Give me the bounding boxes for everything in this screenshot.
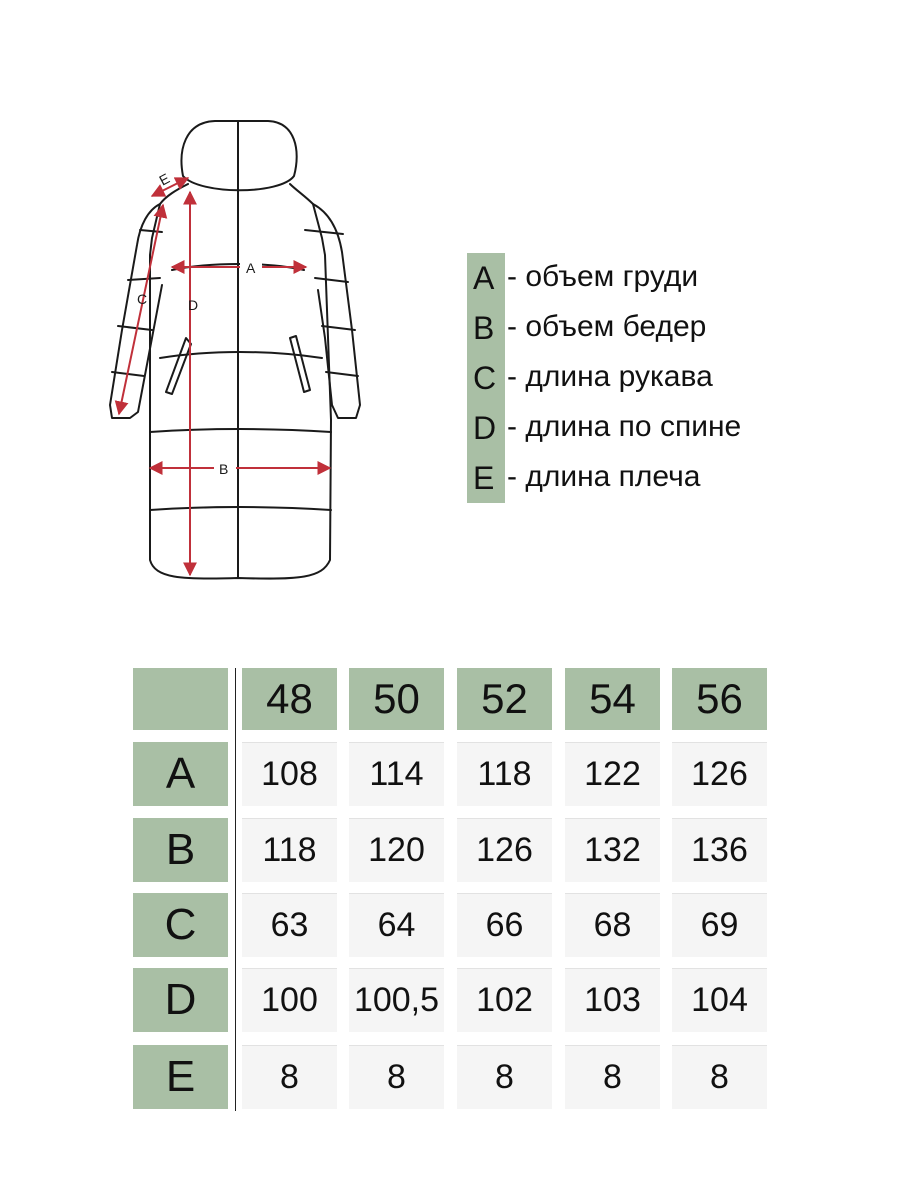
legend-key-a: A	[467, 253, 505, 303]
legend-key-b: B	[467, 303, 505, 353]
table-cell: 8	[349, 1045, 444, 1109]
row-key-a: A	[133, 742, 228, 806]
size-header-54: 54	[565, 668, 660, 730]
size-header-52: 52	[457, 668, 552, 730]
table-cell: 102	[457, 968, 552, 1032]
row-key-e: E	[133, 1045, 228, 1109]
diagram-label-c: C	[137, 291, 148, 307]
diagram-label-b: B	[219, 461, 229, 477]
row-key-c: C	[133, 893, 228, 957]
row-key-b: B	[133, 818, 228, 882]
table-cell: 120	[349, 818, 444, 882]
table-cell: 118	[242, 818, 337, 882]
table-divider	[235, 668, 236, 1111]
legend-key-e: E	[467, 453, 505, 503]
table-cell: 68	[565, 893, 660, 957]
table-cell: 132	[565, 818, 660, 882]
legend-label-c: - длина рукава	[507, 360, 713, 393]
table-cell: 103	[565, 968, 660, 1032]
table-cell: 69	[672, 893, 767, 957]
table-cell: 126	[457, 818, 552, 882]
size-header-50: 50	[349, 668, 444, 730]
legend-key-d: D	[467, 403, 505, 453]
table-cell: 8	[242, 1045, 337, 1109]
table-cell: 114	[349, 742, 444, 806]
table-cell: 136	[672, 818, 767, 882]
legend-key-c: C	[467, 353, 505, 403]
legend-label-b: - объем бедер	[507, 310, 707, 343]
size-header-56: 56	[672, 668, 767, 730]
table-cell: 8	[565, 1045, 660, 1109]
diagram-label-a: A	[246, 260, 256, 276]
table-cell: 108	[242, 742, 337, 806]
size-header-48: 48	[242, 668, 337, 730]
legend-label-d: - длина по спине	[507, 410, 742, 443]
table-cell: 64	[349, 893, 444, 957]
table-cell: 126	[672, 742, 767, 806]
table-cell: 100,5	[349, 968, 444, 1032]
row-key-d: D	[133, 968, 228, 1032]
legend-label-a: - объем груди	[507, 260, 699, 293]
table-cell: 8	[672, 1045, 767, 1109]
table-cell: 8	[457, 1045, 552, 1109]
legend-label-e: - длина плеча	[507, 460, 701, 493]
table-cell: 118	[457, 742, 552, 806]
table-cell: 100	[242, 968, 337, 1032]
diagram-label-e: E	[156, 170, 173, 189]
table-cell: 122	[565, 742, 660, 806]
table-cell: 66	[457, 893, 552, 957]
table-cell: 104	[672, 968, 767, 1032]
table-corner	[133, 668, 228, 730]
diagram-label-d: D	[188, 297, 199, 313]
table-cell: 63	[242, 893, 337, 957]
